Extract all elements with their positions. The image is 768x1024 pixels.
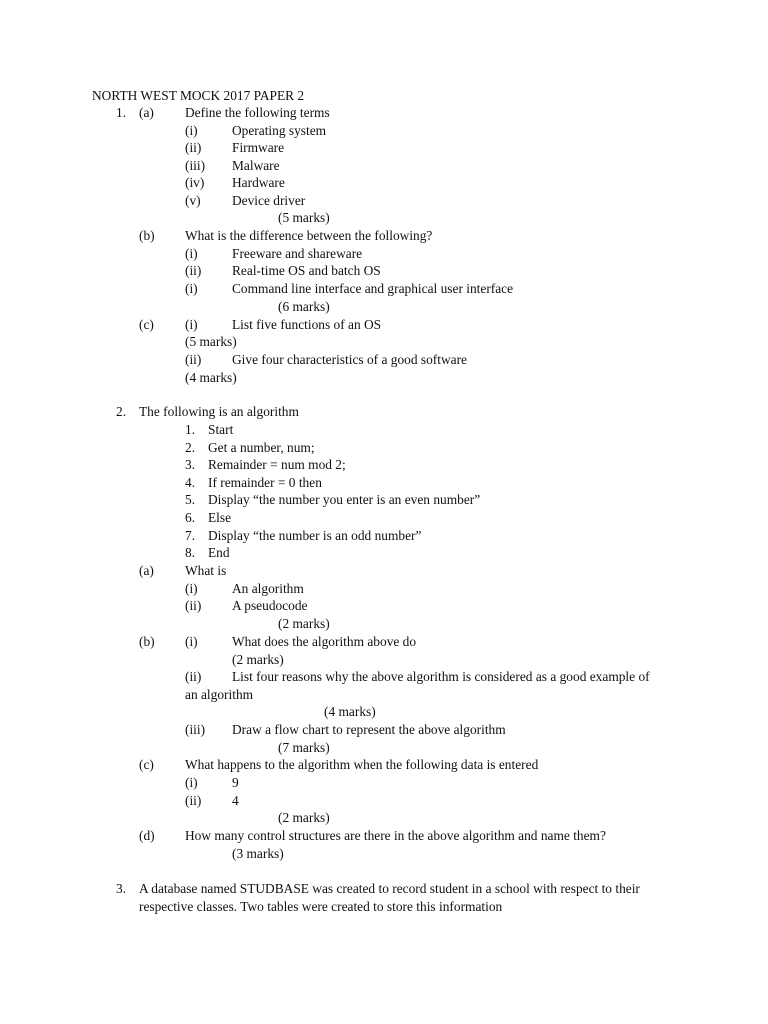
algorithm-step-number: 8.: [185, 545, 196, 560]
algorithm-step-number: 6.: [185, 510, 196, 525]
q2-intro: The following is an algorithm: [139, 404, 299, 419]
q2b-item-marks: (4 marks): [324, 704, 376, 719]
q2c-item-text: 9: [232, 775, 239, 790]
algorithm-step-text: If remainder = 0 then: [208, 475, 322, 490]
q1a-item-text: Operating system: [232, 123, 327, 138]
q1a-item-roman: (iii): [185, 158, 206, 173]
q2c-marks: (2 marks): [278, 810, 330, 825]
q1b-item-text: Freeware and shareware: [232, 246, 363, 261]
q1-number: 1.: [116, 105, 127, 120]
q1c-item-marks: (5 marks): [185, 334, 237, 349]
q2-number: 2.: [116, 404, 127, 419]
q2a-text: What is: [185, 563, 227, 578]
q2c-item-text: 4: [232, 793, 239, 808]
q2b-item-text: List four reasons why the above algorithm is considered as a good example of: [232, 669, 650, 684]
q2b-label: (b): [139, 634, 155, 649]
q3-text-line: A database named STUDBASE was created to record student in a school with respect to their: [139, 881, 640, 896]
q2c-item-roman: (i): [185, 775, 198, 790]
q1a-label: (a): [139, 105, 154, 120]
q1c-label: (c): [139, 317, 154, 332]
q3-number: 3.: [116, 881, 127, 896]
algorithm-step-number: 7.: [185, 528, 196, 543]
q2a-label: (a): [139, 563, 154, 578]
q1b-item-text: Real-time OS and batch OS: [232, 263, 381, 278]
q1b-label: (b): [139, 228, 155, 243]
algorithm-step-number: 2.: [185, 440, 196, 455]
algorithm-step-number: 1.: [185, 422, 196, 437]
q2a-item-text: A pseudocode: [232, 598, 308, 613]
q2a-item-text: An algorithm: [232, 581, 304, 596]
q1a-item-text: Firmware: [232, 140, 285, 155]
q1c-item-text: Give four characteristics of a good software: [232, 352, 467, 367]
q1a-item-roman: (i): [185, 123, 198, 138]
algorithm-step-text: Display “the number is an odd number”: [208, 528, 422, 543]
q2b-item-text: Draw a flow chart to represent the above algorithm: [232, 722, 506, 737]
q1a-item-text: Malware: [232, 158, 280, 173]
q2c-item-roman: (ii): [185, 793, 202, 808]
q2d-label: (d): [139, 828, 155, 843]
q2d-text: How many control structures are there in the above algorithm and name them?: [185, 828, 606, 843]
q1b-text: What is the difference between the following?: [185, 228, 433, 243]
page-title: NORTH WEST MOCK 2017 PAPER 2: [92, 88, 305, 103]
q2d-marks: (3 marks): [232, 846, 284, 861]
algorithm-step-text: Else: [208, 510, 232, 525]
q2a-marks: (2 marks): [278, 616, 330, 631]
q2b-item-continuation: an algorithm: [185, 687, 254, 702]
q1a-item-text: Device driver: [232, 193, 306, 208]
q1c-item-marks: (4 marks): [185, 370, 237, 385]
q2b-item-marks: (2 marks): [232, 652, 284, 667]
algorithm-step-text: Start: [208, 422, 234, 437]
q1a-item-roman: (ii): [185, 140, 202, 155]
q2b-item-roman: (i): [185, 634, 198, 649]
q2b-item-roman: (iii): [185, 722, 206, 737]
algorithm-step-number: 5.: [185, 492, 196, 507]
algorithm-step-text: Remainder = num mod 2;: [208, 457, 346, 472]
q1a-item-roman: (v): [185, 193, 201, 208]
q1b-item-text: Command line interface and graphical user interface: [232, 281, 514, 296]
algorithm-step-number: 4.: [185, 475, 196, 490]
q3-text-line: respective classes. Two tables were created to store this information: [139, 899, 503, 914]
q2b-item-marks: (7 marks): [278, 740, 330, 755]
q2c-text: What happens to the algorithm when the following data is entered: [185, 757, 539, 772]
q1b-item-roman: (i): [185, 281, 198, 296]
q2b-item-text: What does the algorithm above do: [232, 634, 417, 649]
q1c-item-roman: (i): [185, 317, 198, 332]
q1a-item-roman: (iv): [185, 175, 205, 190]
q1b-item-roman: (i): [185, 246, 198, 261]
q1c-item-roman: (ii): [185, 352, 202, 367]
q2c-label: (c): [139, 757, 154, 772]
q1b-item-roman: (ii): [185, 263, 202, 278]
q1a-text: Define the following terms: [185, 105, 330, 120]
algorithm-step-text: Get a number, num;: [208, 440, 315, 455]
algorithm-step-text: End: [208, 545, 230, 560]
q1a-item-text: Hardware: [232, 175, 285, 190]
q2a-item-roman: (ii): [185, 598, 202, 613]
q1c-item-text: List five functions of an OS: [232, 317, 382, 332]
algorithm-step-number: 3.: [185, 457, 196, 472]
q1a-marks: (5 marks): [278, 210, 330, 225]
q2b-item-roman: (ii): [185, 669, 202, 684]
q1b-marks: (6 marks): [278, 299, 330, 314]
algorithm-step-text: Display “the number you enter is an even number”: [208, 492, 481, 507]
q2a-item-roman: (i): [185, 581, 198, 596]
